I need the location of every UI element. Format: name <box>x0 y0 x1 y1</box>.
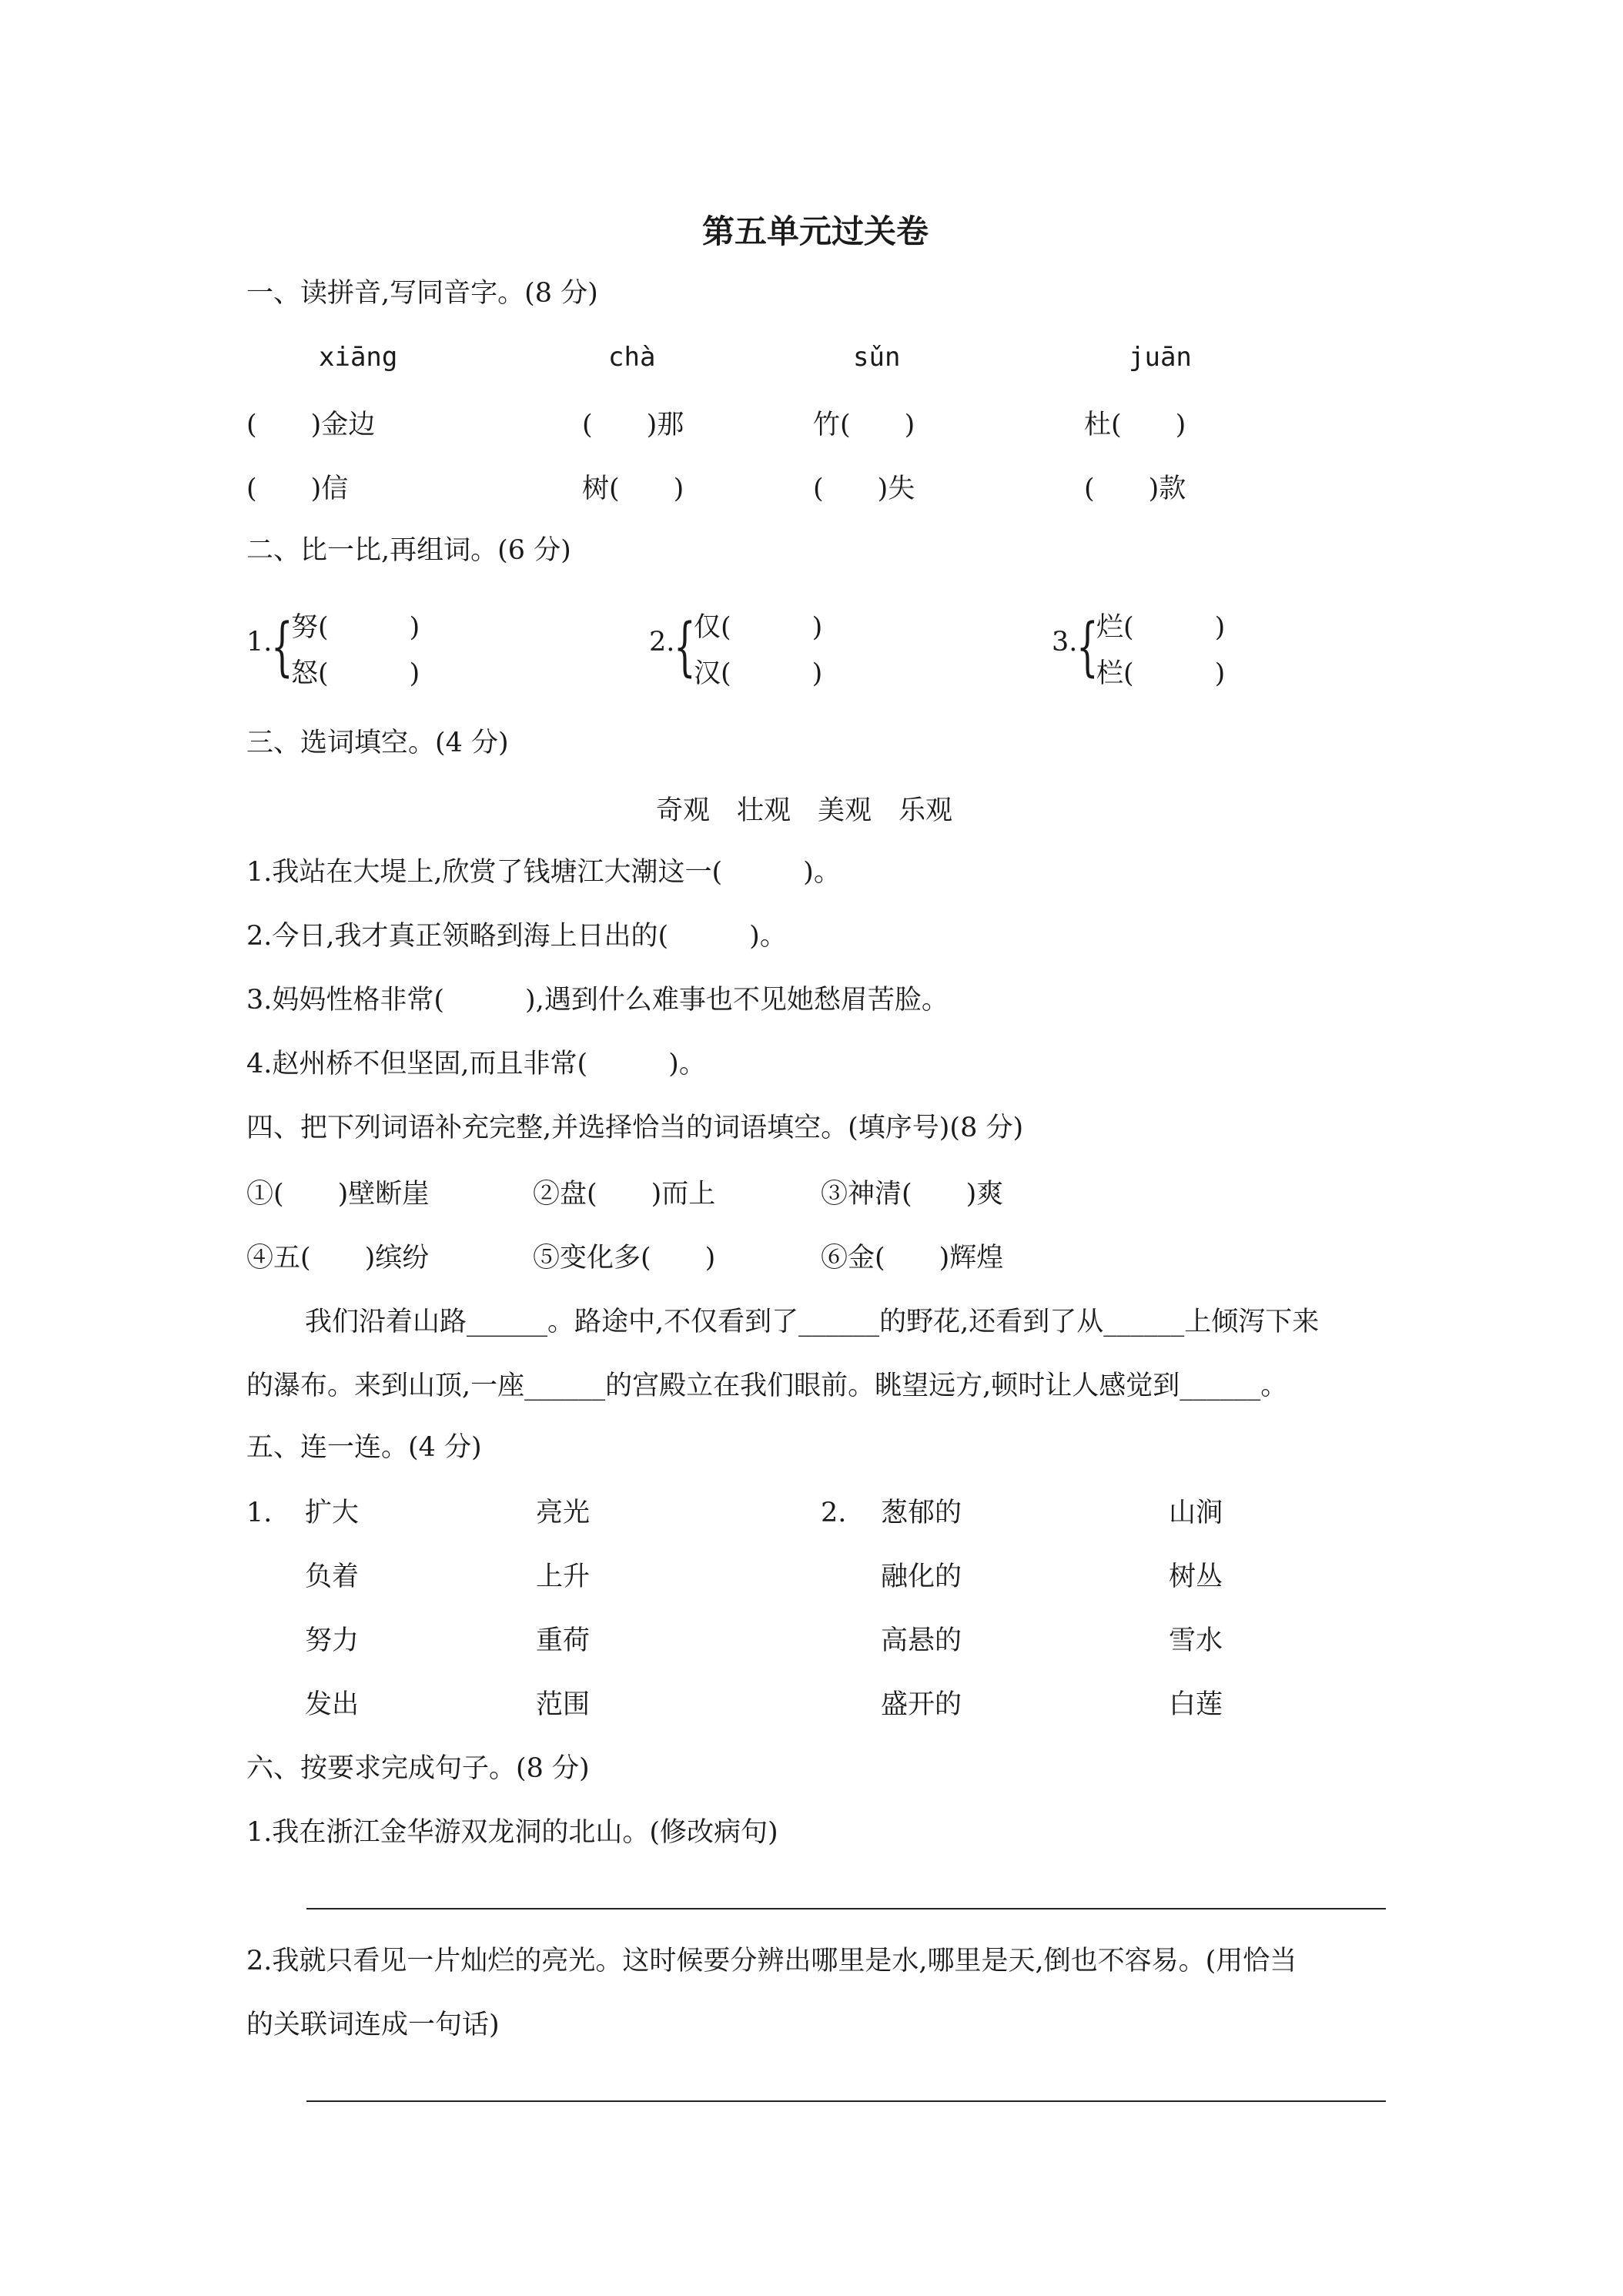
paragraph-line-1: 我们沿着山路______。路途中,不仅看到了______的野花,还看到了从______上倾泻下来 <box>305 1307 1320 1337</box>
brace-mark: { <box>271 611 293 684</box>
sentence-4: 4.赵州桥不但坚固,而且非常( )。 <box>246 1049 706 1079</box>
fill-item: ( )信 <box>246 474 349 504</box>
match-right: 重荷 <box>536 1625 591 1656</box>
section-2-heading: 二、比一比,再组词。(6 分) <box>246 535 571 566</box>
match-right: 白莲 <box>1169 1689 1223 1720</box>
sentence-1: 1.我站在大堤上,欣赏了钱塘江大潮这一( )。 <box>246 857 841 888</box>
match-right: 亮光 <box>536 1498 591 1528</box>
idiom-item: ②盘( )而上 <box>533 1179 716 1210</box>
brace-mark: { <box>1076 611 1099 684</box>
match-left: 高悬的 <box>881 1625 962 1656</box>
group-number: 3. <box>1052 627 1078 658</box>
fill-item: 树( ) <box>582 474 684 504</box>
section-5-heading: 五、连一连。(4 分) <box>246 1432 482 1463</box>
fill-item: ( )款 <box>1084 474 1186 504</box>
page-title: 第五单元过关卷 <box>702 213 929 250</box>
match-left: 融化的 <box>881 1561 962 1592</box>
idiom-item: ⑤变化多( ) <box>533 1243 716 1274</box>
pinyin-2: chà <box>608 342 656 373</box>
answer-line[interactable] <box>306 2100 1386 2102</box>
idiom-item: ⑥金( )辉煌 <box>821 1243 1004 1274</box>
fill-item: 杜( ) <box>1084 410 1186 440</box>
paragraph-line-2: 的瀑布。来到山顶,一座______的宫殿立在我们眼前。眺望远方,顿时让人感觉到______。 <box>246 1371 1288 1401</box>
fill-item: 竹( ) <box>813 410 915 440</box>
group-number: 2. <box>821 1498 847 1528</box>
compare-word-bottom: 栏( ) <box>1096 658 1226 689</box>
compare-word-top: 仅( ) <box>694 612 823 643</box>
group-number: 1. <box>246 1498 273 1528</box>
question-2-line-1: 2.我就只看见一片灿烂的亮光。这时候要分辨出哪里是水,哪里是天,倒也不容易。(用恰当 <box>246 1946 1297 1976</box>
word-bank: 奇观 壮观 美观 乐观 <box>656 795 953 826</box>
match-left: 盛开的 <box>881 1689 962 1720</box>
sentence-2: 2.今日,我才真正领略到海上日出的( )。 <box>246 921 787 952</box>
fill-item: ( )金边 <box>246 410 376 440</box>
fill-item: ( )那 <box>582 410 684 440</box>
fill-item: ( )失 <box>813 474 915 504</box>
section-1-heading: 一、读拼音,写同音字。(8 分) <box>246 278 598 309</box>
match-left: 扩大 <box>305 1498 360 1528</box>
brace-mark: { <box>674 611 696 684</box>
match-left: 发出 <box>305 1689 360 1720</box>
compare-word-top: 努( ) <box>291 612 420 643</box>
pinyin-1: xiāng <box>319 342 398 373</box>
answer-line[interactable] <box>306 1908 1386 1909</box>
pinyin-3: sǔn <box>853 342 901 373</box>
compare-word-bottom: 汉( ) <box>694 658 823 689</box>
match-left: 负着 <box>305 1561 360 1592</box>
section-6-heading: 六、按要求完成句子。(8 分) <box>246 1753 590 1784</box>
question-1: 1.我在浙江金华游双龙洞的北山。(修改病句) <box>246 1817 778 1848</box>
pinyin-4: juān <box>1129 342 1192 373</box>
idiom-item: ③神清( )爽 <box>821 1179 1004 1210</box>
group-number: 2. <box>649 627 675 658</box>
match-left: 努力 <box>305 1625 360 1656</box>
compare-word-bottom: 怒( ) <box>291 658 420 689</box>
match-right: 范围 <box>536 1689 591 1720</box>
match-right: 雪水 <box>1169 1625 1223 1656</box>
idiom-item: ④五( )缤纷 <box>246 1243 430 1274</box>
section-4-heading: 四、把下列词语补充完整,并选择恰当的词语填空。(填序号)(8 分) <box>246 1113 1024 1143</box>
section-3-heading: 三、选词填空。(4 分) <box>246 728 509 758</box>
match-right: 上升 <box>536 1561 591 1592</box>
sentence-3: 3.妈妈性格非常( ),遇到什么难事也不见她愁眉苦脸。 <box>246 985 949 1016</box>
idiom-item: ①( )壁断崖 <box>246 1179 430 1210</box>
match-right: 山涧 <box>1169 1498 1223 1528</box>
match-left: 葱郁的 <box>881 1498 962 1528</box>
question-2-line-2: 的关联词连成一句话) <box>246 2010 500 2040</box>
group-number: 1. <box>246 627 273 658</box>
match-right: 树丛 <box>1169 1561 1223 1592</box>
compare-word-top: 烂( ) <box>1096 612 1226 643</box>
